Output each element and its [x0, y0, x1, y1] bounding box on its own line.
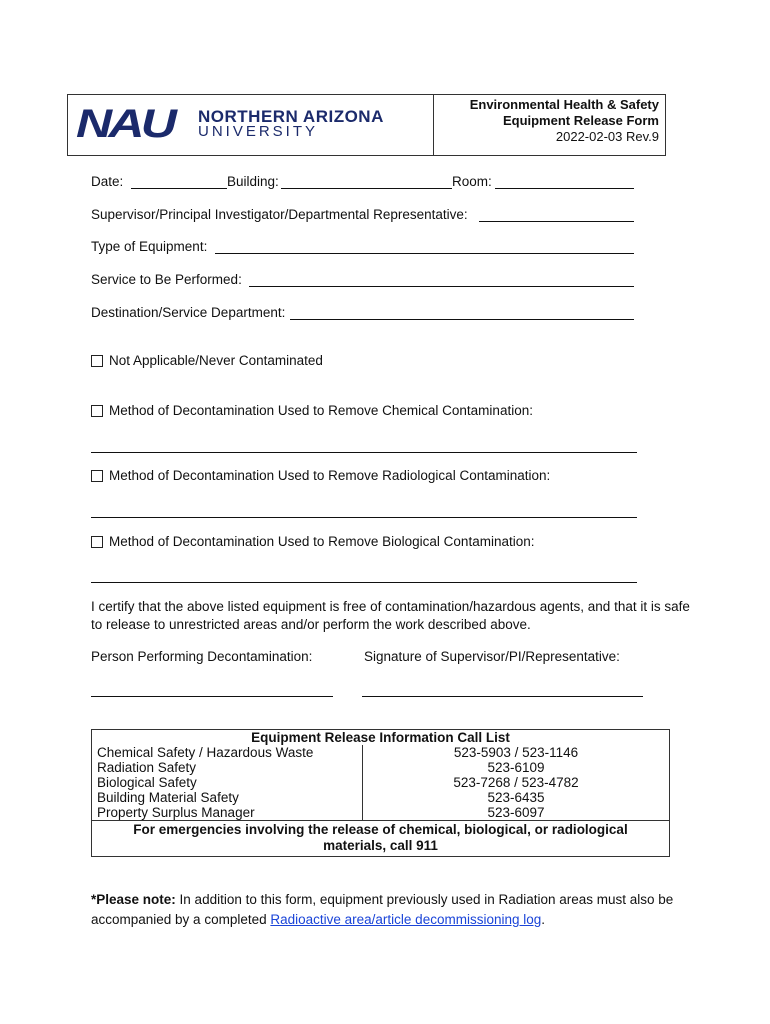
radiological-method-field[interactable]: [91, 516, 637, 518]
nau-logo: [76, 102, 384, 146]
contact-number: 523-5903 / 523-1146: [363, 745, 670, 760]
person-decon-signature-field[interactable]: [91, 695, 333, 697]
equipment-type-label: Type of Equipment:: [91, 239, 208, 254]
service-label: Service to Be Performed:: [91, 272, 242, 287]
room-label: Room:: [452, 174, 492, 189]
contact-name: Chemical Safety / Hazardous Waste: [92, 745, 363, 760]
radiological-label: Method of Decontamination Used to Remove Radiological Contamination:: [109, 468, 551, 483]
destination-label: Destination/Service Department:: [91, 305, 286, 320]
contact-name: Building Material Safety: [92, 790, 363, 805]
table-row: [92, 805, 670, 821]
department-name: Environmental Health & Safety: [469, 97, 659, 112]
table-row: [92, 745, 670, 760]
option-chemical[interactable]: [91, 403, 533, 418]
contact-number: 523-6435: [363, 790, 670, 805]
not-applicable-checkbox[interactable]: [91, 355, 103, 367]
table-row: [92, 760, 670, 775]
building-field[interactable]: [281, 187, 452, 189]
biological-checkbox[interactable]: [91, 536, 103, 548]
not-applicable-label: Not Applicable/Never Contaminated: [109, 353, 323, 368]
logo-line-2: UNIVERSITY: [198, 123, 319, 140]
certification-statement: I certify that the above listed equipment is free of contamination/hazardous agents, and that it is safe to release to unrestricted areas and/or perform the work described above.: [91, 599, 690, 632]
contact-number: 523-6097: [363, 805, 670, 821]
form-revision: 2022-02-03 Rev.9: [555, 129, 659, 144]
option-not-applicable[interactable]: [91, 353, 323, 368]
table-row: [92, 775, 670, 790]
biological-method-field[interactable]: [91, 581, 637, 583]
nau-logo-mark: NAU: [76, 102, 174, 146]
call-list-table: [91, 729, 670, 857]
person-decon-label: Person Performing Decontamination:: [91, 649, 313, 664]
emergency-notice: For emergencies involving the release of chemical, biological, or radiological materials, call 911: [92, 821, 670, 857]
contact-name: Radiation Safety: [92, 760, 363, 775]
supervisor-signature-field[interactable]: [362, 695, 643, 697]
service-field[interactable]: [249, 285, 634, 287]
form-header: [67, 94, 666, 156]
logo-line-1: NORTHERN ARIZONA: [198, 107, 384, 126]
date-label: Date:: [91, 174, 124, 189]
note-end: .: [541, 912, 546, 927]
equipment-type-field[interactable]: [215, 252, 634, 254]
supervisor-signature-label: Signature of Supervisor/PI/Representative:: [364, 649, 620, 664]
call-list-title: Equipment Release Information Call List: [92, 730, 670, 746]
radiological-checkbox[interactable]: [91, 470, 103, 482]
header-title-block: [470, 97, 659, 145]
room-field[interactable]: [495, 187, 634, 189]
option-biological[interactable]: [91, 534, 534, 549]
supervisor-label: Supervisor/Principal Investigator/Departmental Representative:: [91, 207, 468, 222]
table-row: [92, 790, 670, 805]
note-text: In addition to this form, equipment previously used in Radiation areas must also be accompanied by a completed: [91, 892, 674, 927]
decommissioning-log-link[interactable]: Radioactive area/article decommissioning log: [270, 912, 542, 927]
note-bold-label: *Please note:: [91, 892, 176, 907]
header-divider: [433, 95, 434, 155]
biological-label: Method of Decontamination Used to Remove Biological Contamination:: [109, 534, 535, 549]
chemical-method-field[interactable]: [91, 451, 637, 453]
logo-wordmark: [198, 109, 384, 139]
destination-field[interactable]: [290, 318, 634, 320]
contact-name: Property Surplus Manager: [92, 805, 363, 821]
option-radiological[interactable]: [91, 468, 550, 483]
date-field[interactable]: [131, 187, 227, 189]
supervisor-field[interactable]: [479, 220, 634, 222]
chemical-checkbox[interactable]: [91, 405, 103, 417]
chemical-label: Method of Decontamination Used to Remove Chemical Contamination:: [109, 403, 533, 418]
building-label: Building:: [227, 174, 279, 189]
contact-name: Biological Safety: [92, 775, 363, 790]
contact-number: 523-6109: [363, 760, 670, 775]
contact-number: 523-7268 / 523-4782: [363, 775, 670, 790]
please-note: [91, 890, 691, 930]
form-title: Equipment Release Form: [502, 113, 659, 128]
